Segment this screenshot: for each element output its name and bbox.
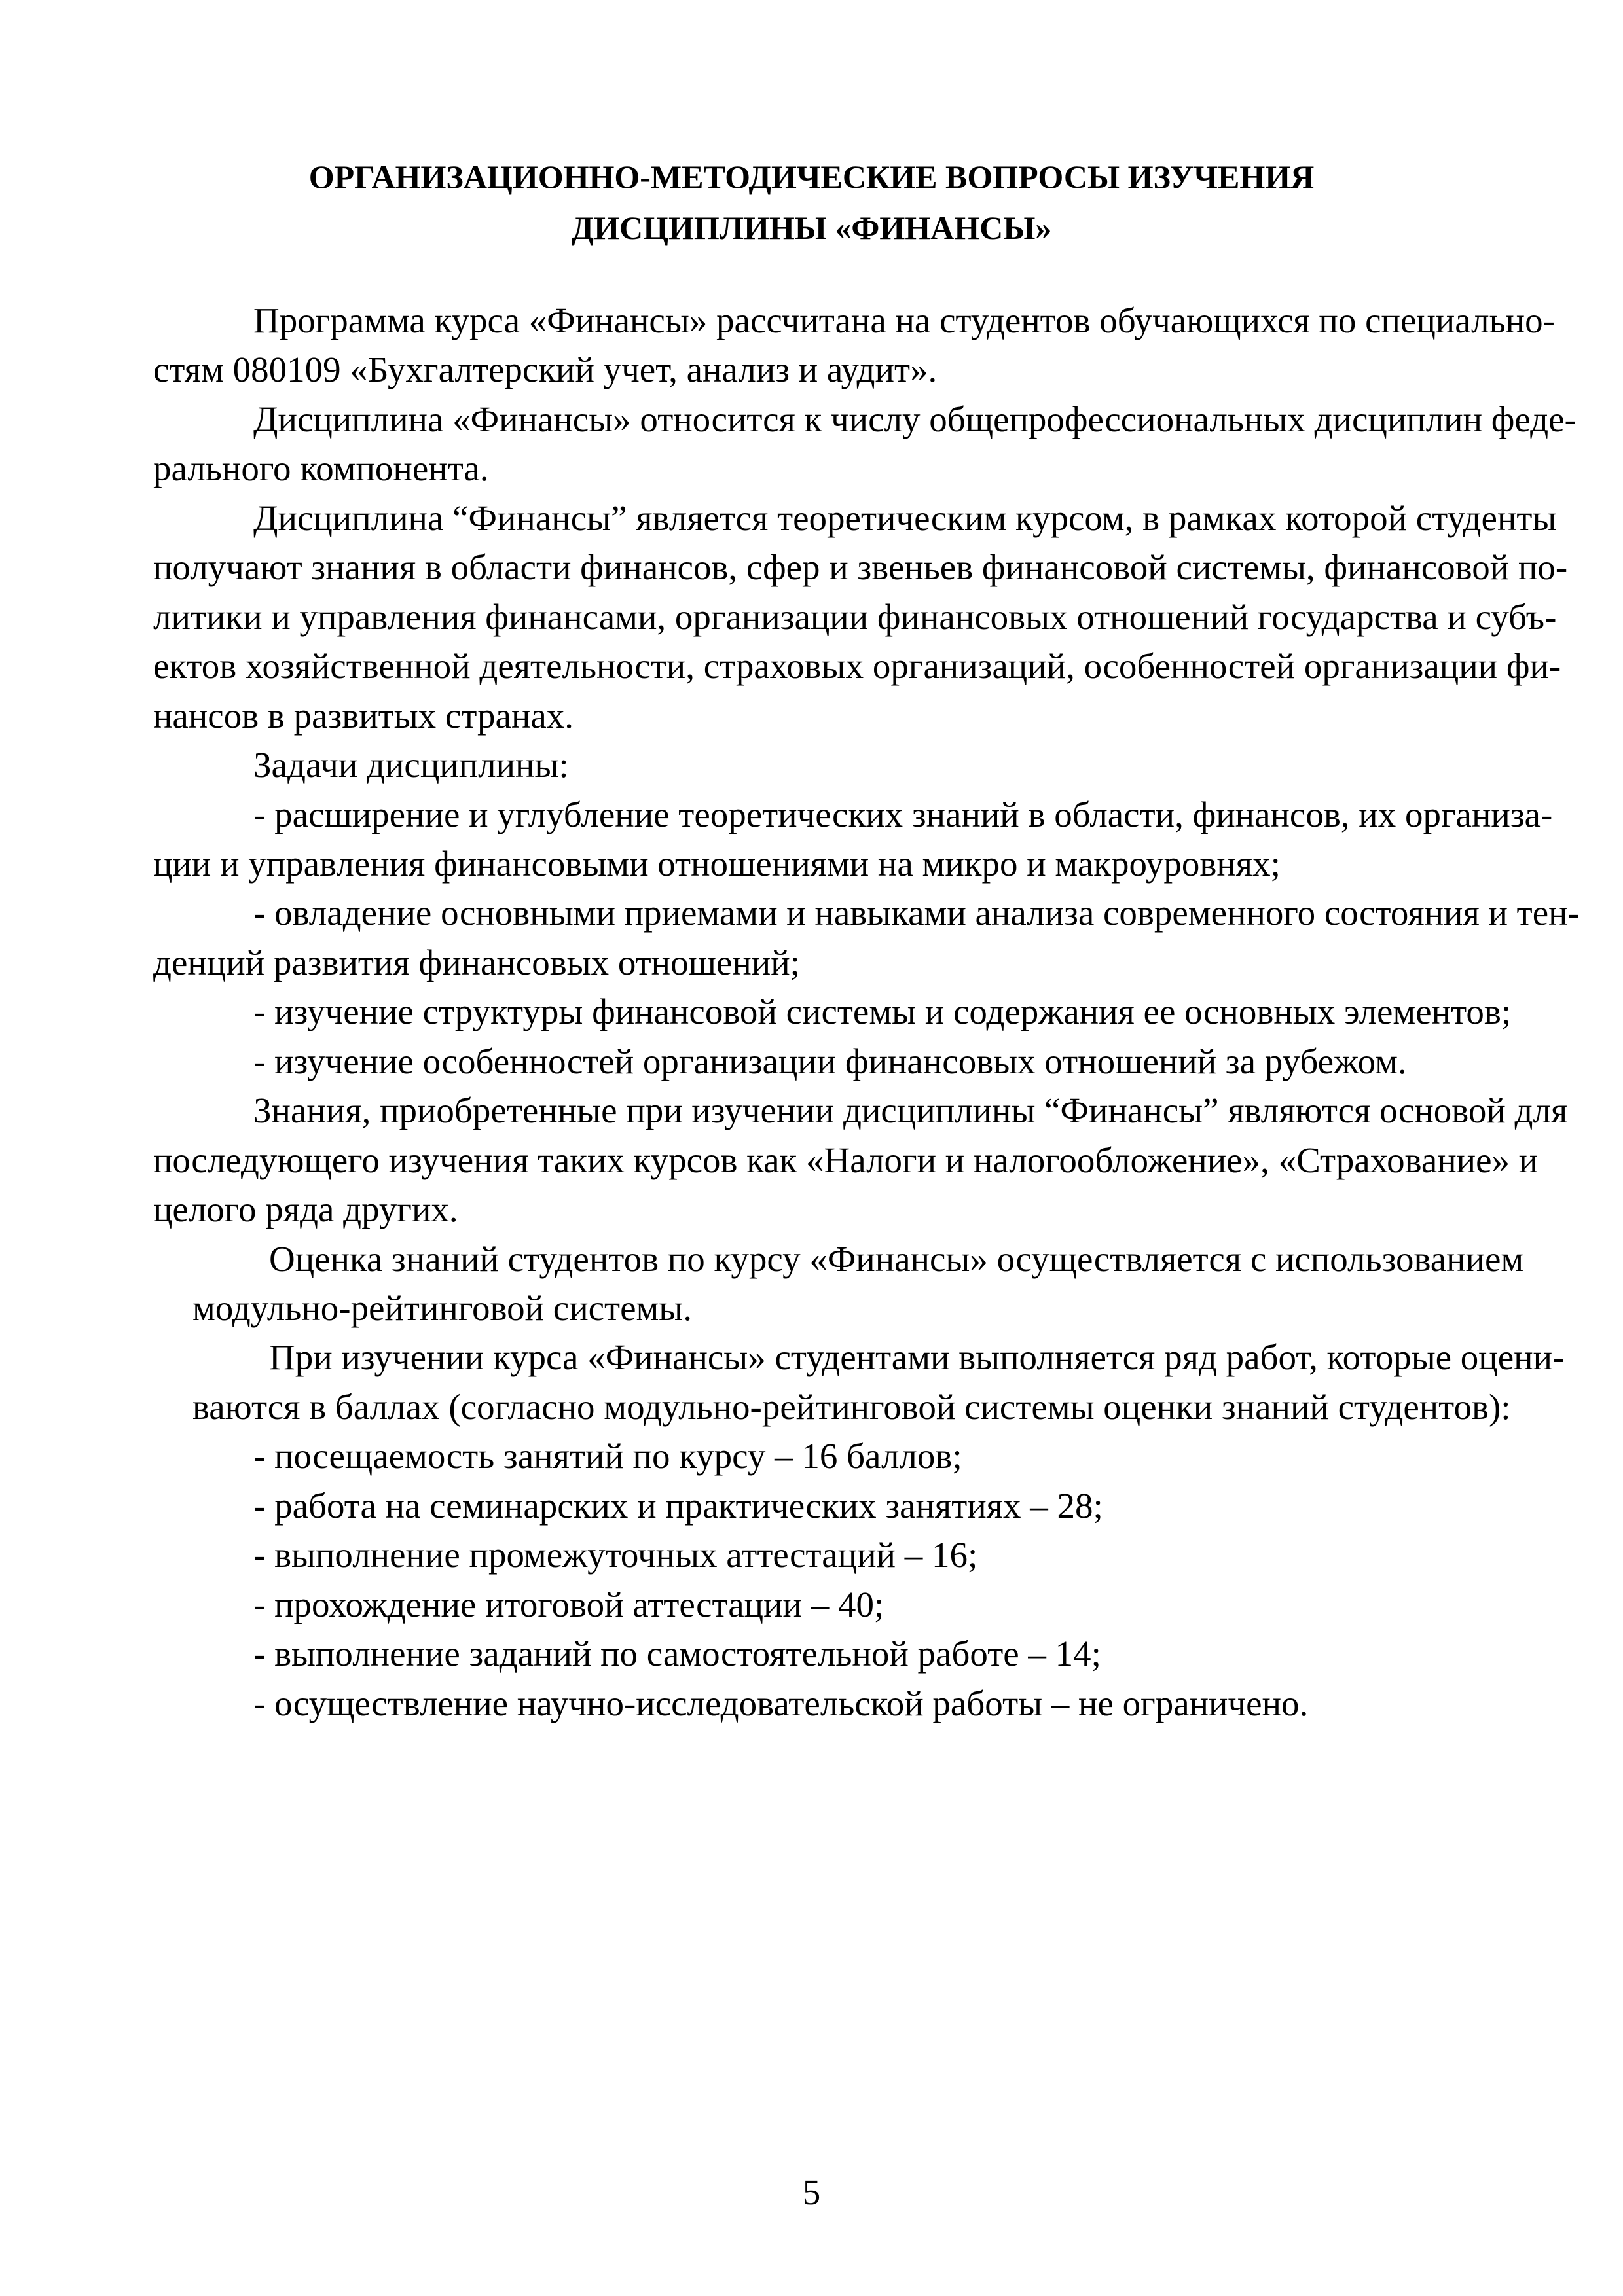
- page-title-line-2: ДИСЦИПЛИНЫ «ФИНАНСЫ»: [571, 209, 1052, 246]
- text-line: - прохождение итоговой аттестации – 40;: [253, 1584, 884, 1624]
- page-number: 5: [802, 2172, 821, 2212]
- text-line: литики и управления финансами, организации финансовых отношений государства и субъ-: [153, 596, 1557, 637]
- text-line: рального компонента.: [153, 448, 489, 489]
- text-line: Оценка знаний студентов по курсу «Финансы» осуществляется с использованием: [269, 1238, 1524, 1279]
- text-line: - изучение структуры финансовой системы и содержания ее основных элементов;: [253, 992, 1512, 1032]
- text-line: - посещаемость занятий по курсу – 16 баллов;: [253, 1436, 962, 1477]
- text-line: Программа курса «Финансы» рассчитана на студентов обучающихся по специально-: [253, 300, 1555, 340]
- text-line: нансов в развитых странах.: [153, 695, 574, 736]
- text-line: Дисциплина «Финансы» относится к числу общепрофессиональных дисциплин феде-: [253, 399, 1577, 439]
- text-line: - изучение особенностей организации финансовых отношений за рубежом.: [253, 1041, 1407, 1081]
- text-line: модульно-рейтинговой системы.: [192, 1288, 692, 1328]
- text-line: - осуществление научно-исследовательской работы – не ограничено.: [253, 1683, 1309, 1723]
- text-line: - расширение и углубление теоретических знаний в области, финансов, их организа-: [253, 794, 1553, 834]
- text-line: ваются в баллах (согласно модульно-рейтинговой системы оценки знаний студентов):: [192, 1386, 1511, 1427]
- text-line: ции и управления финансовыми отношениями на микро и макроуровнях;: [153, 843, 1281, 884]
- text-line: целого ряда других.: [153, 1189, 458, 1230]
- page-title-line-1: ОРГАНИЗАЦИОННО-МЕТОДИЧЕСКИЕ ВОПРОСЫ ИЗУЧЕНИЯ: [308, 158, 1315, 195]
- text-line: денций развития финансовых отношений;: [153, 942, 800, 982]
- text-line: ектов хозяйственной деятельности, страховых организаций, особенностей организации фи-: [153, 646, 1561, 687]
- text-line: стям 080109 «Бухгалтерский учет, анализ и аудит».: [153, 350, 938, 390]
- text-line: - овладение основными приемами и навыками анализа современного состояния и тен-: [253, 893, 1580, 933]
- text-line: Дисциплина “Финансы” является теоретическим курсом, в рамках которой студенты: [253, 497, 1557, 538]
- text-line: Задачи дисциплины:: [253, 745, 569, 785]
- text-line: - выполнение заданий по самостоятельной работе – 14;: [253, 1634, 1101, 1674]
- text-line: - выполнение промежуточных аттестаций – 16;: [253, 1535, 978, 1575]
- text-line: - работа на семинарских и практических занятиях – 28;: [253, 1485, 1103, 1526]
- text-line: Знания, приобретенные при изучении дисциплины “Финансы” являются основой для: [253, 1090, 1568, 1131]
- text-line: получают знания в области финансов, сфер и звеньев финансовой системы, финансовой по-: [153, 547, 1568, 588]
- text-line: последующего изучения таких курсов как «Налоги и налогообложение», «Страхование» и: [153, 1139, 1539, 1180]
- text-line: При изучении курса «Финансы» студентами выполняется ряд работ, которые оцени-: [269, 1337, 1565, 1378]
